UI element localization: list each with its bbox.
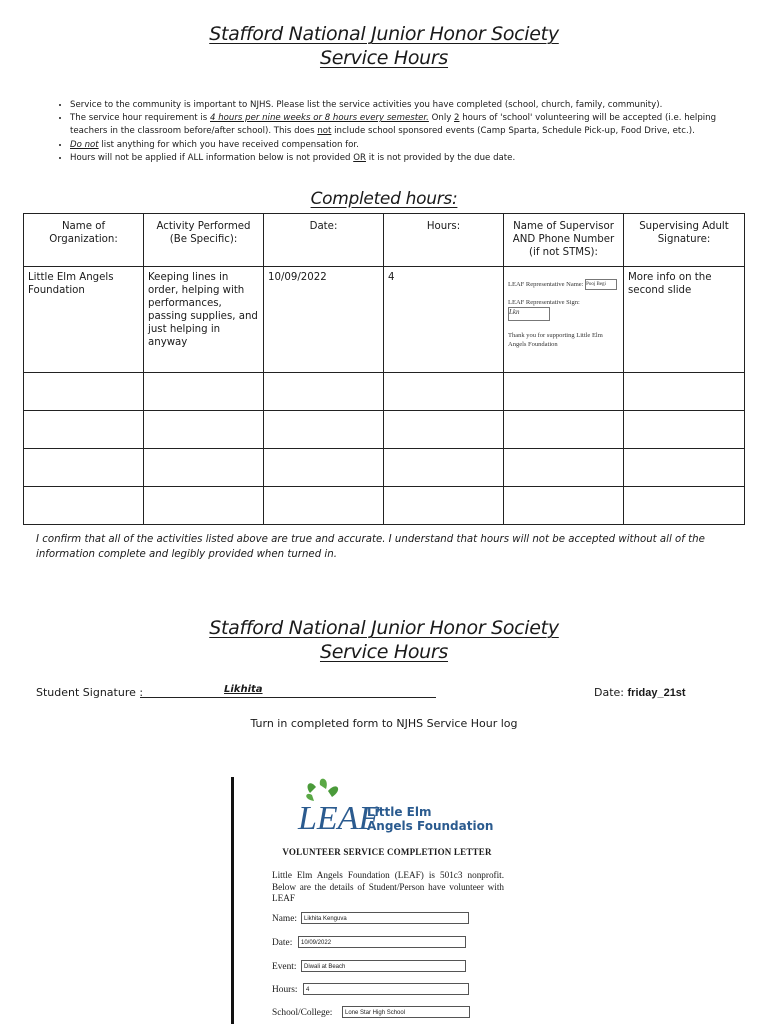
completed-hours-heading: Completed hours:: [310, 189, 458, 209]
form-subtitle: Service Hours: [319, 47, 449, 69]
form-title-2: Stafford National Junior Honor Society: [209, 617, 559, 639]
header-organization: Name of Organization:: [24, 214, 144, 267]
table-row: [24, 267, 745, 373]
date-field-letter[interactable]: 10/09/2022: [298, 936, 466, 948]
instructions-list: [52, 99, 750, 165]
date-value: friday_21st: [627, 687, 686, 699]
table-row: [24, 487, 745, 525]
table-header-row: [24, 214, 745, 267]
rep-name-box: Pooj Begi: [585, 279, 617, 290]
header-activity: Activity Performed (Be Specific):: [144, 214, 264, 267]
turn-in-instruction: Turn in completed form to NJHS Service Hour log: [250, 717, 518, 730]
hours-field[interactable]: 4: [303, 983, 469, 995]
cell-hours[interactable]: 4: [384, 267, 504, 373]
header-supervisor: Name of Supervisor AND Phone Number (if not STMS):: [504, 214, 624, 267]
header-signature: Supervising Adult Signature:: [624, 214, 745, 267]
event-label: Event:: [272, 962, 297, 972]
table-row: [24, 411, 745, 449]
event-field[interactable]: Diwali at Beach: [301, 960, 466, 972]
date-label: Date:: [272, 938, 293, 948]
hours-label: Hours:: [272, 985, 298, 995]
service-hours-table: [23, 213, 745, 525]
leaf-org-name: Little Elm Angels Foundation: [367, 805, 494, 833]
cell-organization[interactable]: Little Elm Angels Foundation: [24, 267, 144, 373]
school-field[interactable]: Lone Star High School: [342, 1006, 470, 1018]
name-field[interactable]: Likhita Kenguva: [301, 912, 469, 924]
form-subtitle-2: Service Hours: [319, 641, 449, 663]
cell-date[interactable]: 10/09/2022: [264, 267, 384, 373]
cell-signature[interactable]: More info on the second slide: [624, 267, 745, 373]
leaf-representative-note: LEAF Representative Name: Pooj Begi LEAF Representative Sign: Lkn Thank you for supporting Little Elm Angels Foundation: [508, 271, 619, 349]
instruction-item: • The service hour requirement is 4 hours per nine weeks or 8 hours every semester. Only 2 hours of 'school' volunteering will be accepted (i.e. helping teachers in the classroom before/after school). This does not include school sponsored events (Camp Sparta, Schedule Pick-up, Food Drive, etc.).: [70, 112, 750, 138]
date-field: Date: friday_21st: [594, 686, 686, 699]
cell-supervisor[interactable]: [504, 267, 624, 373]
instruction-item: • Do not list anything for which you have received compensation for.: [70, 139, 750, 152]
logo-word: LEAF: [298, 800, 380, 837]
table-row: [24, 373, 745, 411]
rep-signature-box: Lkn: [508, 307, 550, 321]
letter-paragraph: Little Elm Angels Foundation (LEAF) is 501c3 nonprofit. Below are the details of Student/Person have volunteer with LEAF: [272, 870, 504, 903]
instruction-item: • Hours will not be applied if ALL information below is not provided OR it is not provided by the due date.: [70, 152, 750, 165]
volunteer-completion-letter: [231, 777, 540, 1024]
form-title: Stafford National Junior Honor Society: [209, 23, 559, 45]
table-row: [24, 449, 745, 487]
confirmation-statement: I confirm that all of the activities listed above are true and accurate. I understand that hours will not be accepted without all of the information complete and legibly provided when turned in.: [36, 534, 705, 560]
letter-heading: VOLUNTEER SERVICE COMPLETION LETTER: [282, 847, 492, 857]
school-label: School/College:: [272, 1008, 333, 1018]
student-signature-line[interactable]: [140, 697, 436, 698]
name-label: Name:: [272, 914, 297, 924]
header-date: Date:: [264, 214, 384, 267]
student-signature-label: Student Signature :: [36, 686, 144, 699]
instruction-item: • Service to the community is important to NJHS. Please list the service activities you have completed (school, church, family, community).: [70, 99, 750, 112]
header-hours: Hours:: [384, 214, 504, 267]
student-signature-value: Likhita: [224, 684, 263, 695]
cell-activity[interactable]: Keeping lines in order, helping with performances, passing supplies, and just helping in anyway: [144, 267, 264, 373]
